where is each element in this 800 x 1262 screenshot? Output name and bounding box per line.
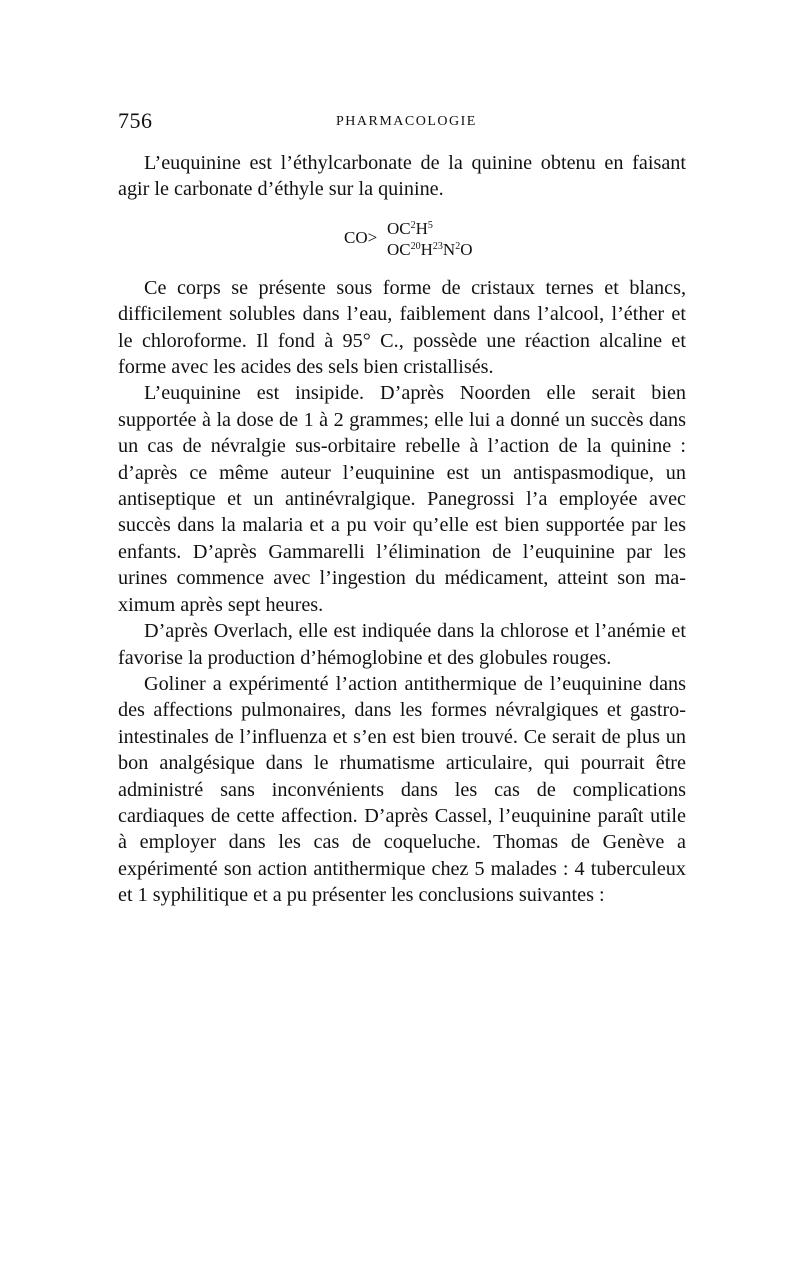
page-header	[118, 108, 688, 138]
chemical-formula	[118, 213, 686, 261]
formula-top-group: $OC^2H^5$	[387, 218, 433, 238]
paragraph-overlach: D’après Overlach, elle est indiquée dans la chlorose et l’anémie et favorise la production d’hémoglobine et des globules rouges.	[118, 620, 686, 669]
page-number: 756	[118, 108, 153, 133]
formula-bottom-group: $OC^{20}H^{23}N^2O$	[387, 239, 473, 259]
paragraph-noorden: L’euquinine est insipide. D’après Noorden elle serait bien supportée à la dose de 1 à 2 grammes; elle lui a donné un succès dans un cas de névralgie sus-orbitaire rebelle à l’action de la quinine : d’après ce même auteur l’euquinine est un antispasmodique, un antiseptique et un antinévralgique. Panegrossi l’a employée avec succès dans la malaria et a pu voir qu’elle est bien supportée par les enfants. D’après Gammarelli l’élimination de l’euquinine par les urines commence avec l’ingestion du médicament, atteint son maximum après sept heures.	[118, 382, 686, 616]
paragraph-goliner: Goliner a expérimenté l’action antithermique de l’euquinine dans des affections pulmonaires, dans les formes névralgiques et gastro-intestinales de l’influenza et s’en est bien trouvé. Ce serait de plus un bon analgésique dans le rhumatisme articulaire, qui pourrait être administré sans inconvénients dans les cas de complications cardiaques de cette affection. D’après Cassel, l’euquinine paraît utile à employer dans les cas de coqueluche. Thomas de Genève a expérimenté son action antithermique chez 5 malades : 4 tuberculeux et 1 syphilitique et a pu présenter les conclusions suivantes :	[118, 672, 686, 907]
page-body	[118, 150, 686, 909]
paragraph-properties: Ce corps se présente sous forme de cristaux ternes et blancs, difficilement solubles dans l’eau, faiblement dans l’alcool, l’éther et le chloroforme. Il fond à 95° C., possède une réaction alcaline et forme avec les acides des sels bien cristallisés.	[118, 276, 686, 379]
formula-base: CO>	[344, 227, 378, 247]
paragraph-intro: L’euquinine est l’éthylcarbonate de la quinine obtenu en faisant agir le carbonate d’éthyle sur la quinine.	[118, 152, 686, 201]
running-head: PHARMACOLOGIE	[336, 114, 477, 129]
